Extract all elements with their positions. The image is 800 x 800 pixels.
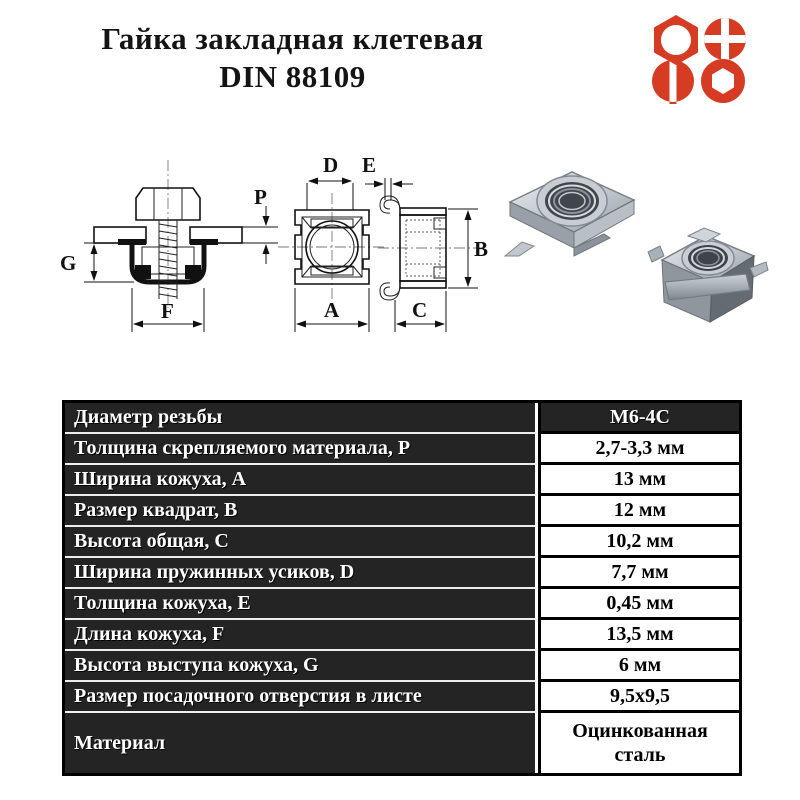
dim-F: F	[161, 299, 174, 323]
table-row	[65, 403, 739, 434]
spec-value: М6-4С	[538, 403, 739, 434]
spec-value: 9,5x9,5	[538, 682, 739, 713]
product-photo-right	[648, 228, 768, 322]
spec-label: Высота выступа кожуха, G	[65, 651, 538, 682]
spec-table	[62, 400, 742, 776]
spec-value: 7,7 мм	[538, 558, 739, 589]
spec-value: 10,2 мм	[538, 527, 739, 558]
table-row	[65, 496, 739, 527]
side-view	[362, 153, 488, 332]
dim-A: A	[324, 298, 340, 322]
spec-value: 0,45 мм	[538, 589, 739, 620]
table-row	[65, 527, 739, 558]
phillips-screw-icon	[704, 18, 746, 60]
spec-value: 13,5 мм	[538, 620, 739, 651]
spec-label: Длина кожуха, F	[65, 620, 538, 651]
table-row	[65, 434, 739, 465]
spec-label: Диаметр резьбы	[65, 403, 538, 434]
technical-drawing	[48, 148, 488, 353]
spec-label: Толщина кожуха, Е	[65, 589, 538, 620]
dim-C: C	[412, 298, 428, 322]
spec-value: 6 мм	[538, 651, 739, 682]
spec-label: Материал	[65, 713, 538, 773]
section-view	[60, 160, 278, 332]
slotted-screw-icon	[652, 58, 694, 104]
top-view	[278, 153, 386, 332]
spec-label: Толщина скрепляемого материала, Р	[65, 434, 538, 465]
socket-head-icon	[701, 59, 745, 103]
spec-label: Ширина кожуха, А	[65, 465, 538, 496]
table-row	[65, 651, 739, 682]
table-row	[65, 682, 739, 713]
dim-G: G	[60, 251, 77, 275]
spec-value: 12 мм	[538, 496, 739, 527]
table-row	[65, 465, 739, 496]
spec-label: Ширина пружинных усиков, D	[65, 558, 538, 589]
table-row	[65, 558, 739, 589]
spec-label: Высота общая, С	[65, 527, 538, 558]
product-photo-left	[505, 172, 634, 256]
dim-E: E	[362, 153, 377, 177]
spec-label: Размер квадрат, В	[65, 496, 538, 527]
table-row	[65, 713, 739, 773]
hex-nut-icon	[654, 15, 698, 65]
table-row	[65, 620, 739, 651]
spec-label: Размер посадочного отверстия в листе	[65, 682, 538, 713]
din-standard: DIN 88109	[219, 59, 366, 94]
product-title: Гайка закладная клетевая	[101, 21, 484, 56]
spec-value: 13 мм	[538, 465, 739, 496]
brand-logo	[648, 13, 748, 107]
table-row	[65, 589, 739, 620]
dim-D: D	[323, 153, 339, 177]
spec-value: 2,7-3,3 мм	[538, 434, 739, 465]
product-photos	[492, 150, 787, 350]
page-title	[30, 20, 555, 96]
dim-P: P	[254, 185, 267, 209]
spec-value: Оцинкованная сталь	[538, 713, 739, 773]
dim-B: B	[474, 237, 488, 261]
